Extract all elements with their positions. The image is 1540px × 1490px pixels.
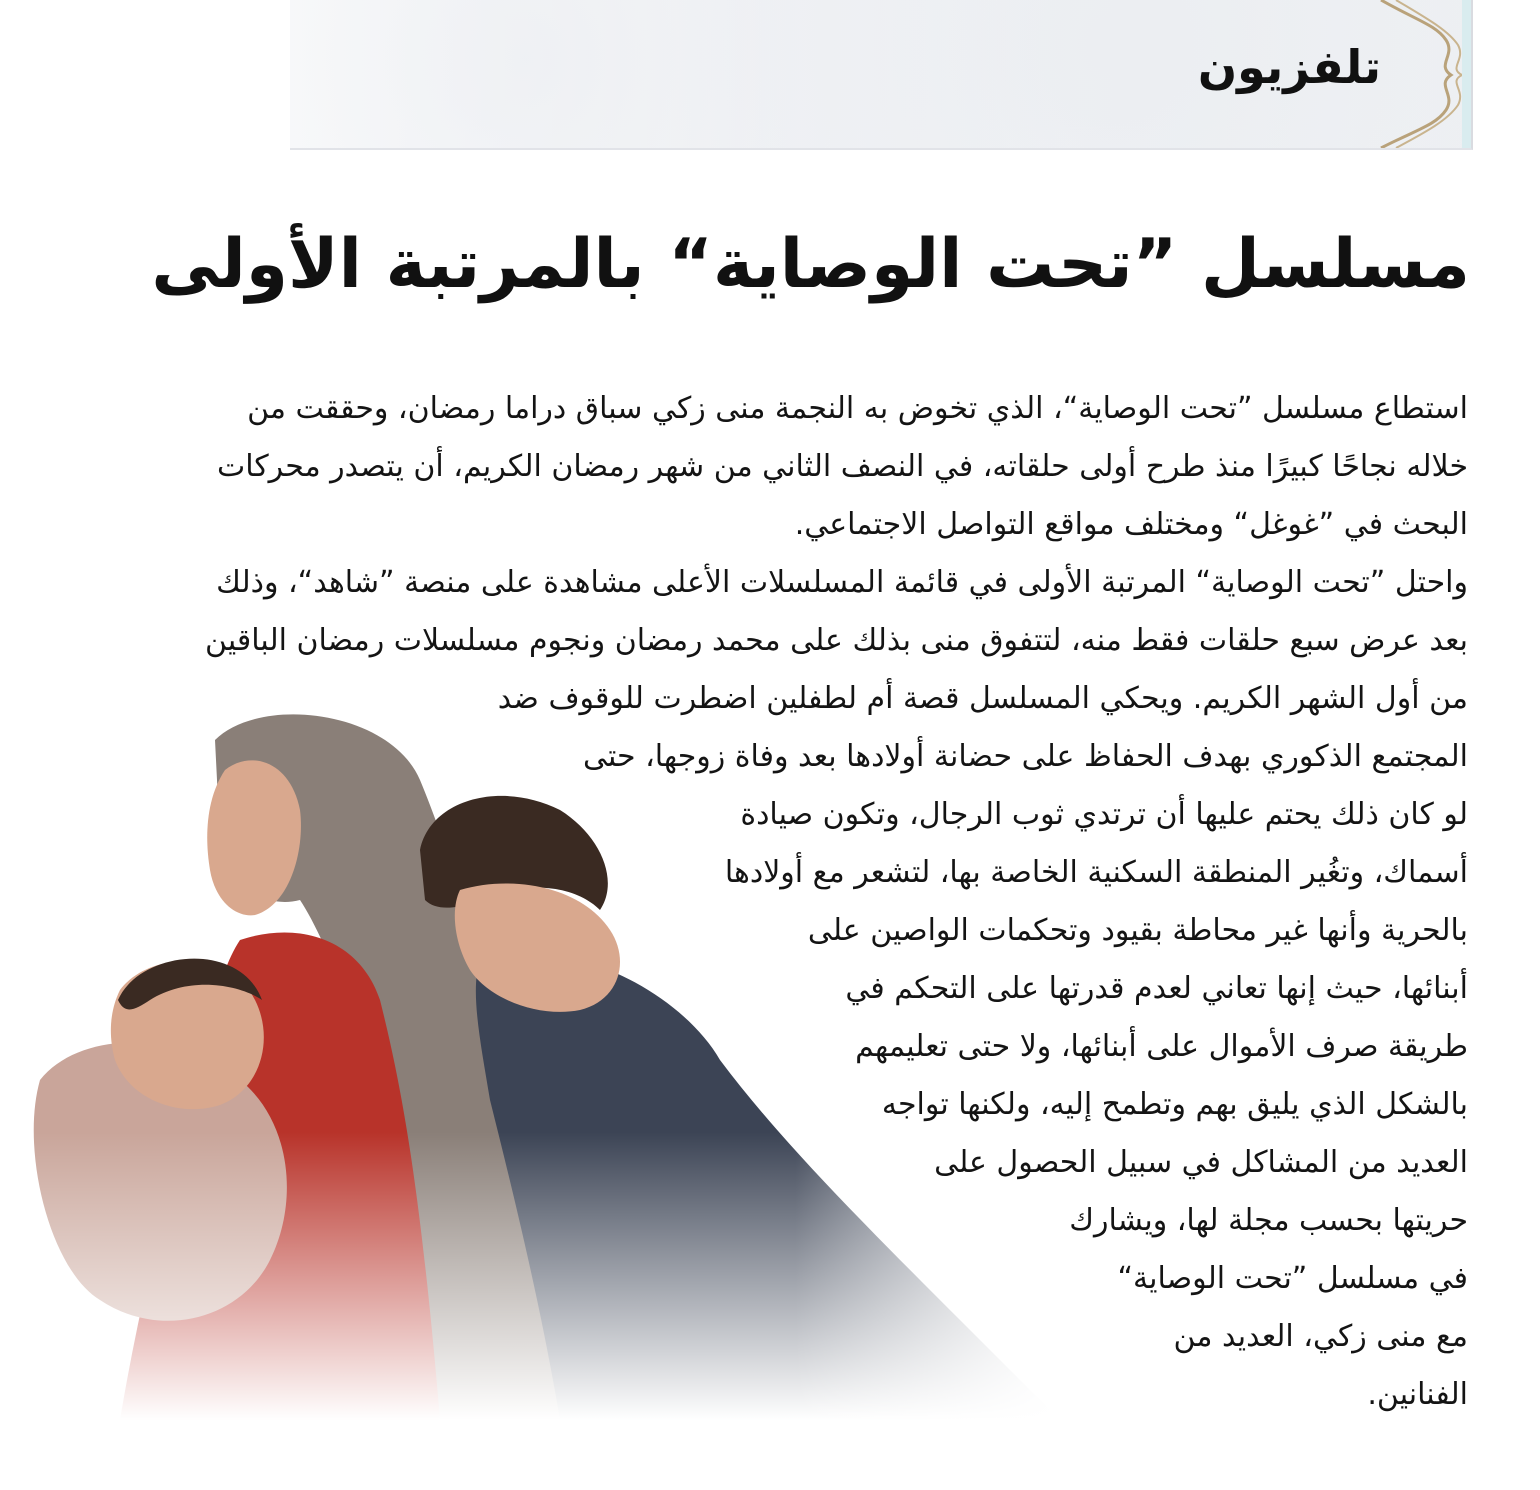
article-line: مع منى زكي، العديد من [1173,1319,1468,1354]
article-line: بعد عرض سبع حلقات فقط منه، لتتفوق منى بذلك على محمد رمضان ونجوم مسلسلات رمضان الباقين [205,623,1468,658]
article-headline: مسلسل ”تحت الوصاية“ بالمرتبة الأولى [151,225,1470,304]
article-line: البحث في ”غوغل“ ومختلف مواقع التواصل الاجتماعي. [794,507,1468,542]
article-line: الفنانين. [1367,1377,1468,1412]
article-line: من أول الشهر الكريم. ويحكي المسلسل قصة أم لطفلين اضطرت للوقوف ضد [497,681,1468,716]
section-title: تلفزيون [1197,40,1381,94]
article-line: بالشكل الذي يليق بهم وتطمح إليه، ولكنها تواجه [881,1087,1468,1122]
article-line: بالحرية وأنها غير محاطة بقيود وتحكمات الواصين على [807,913,1468,948]
article-line: خلاله نجاحًا كبيرًا منذ طرح أولى حلقاته، في النصف الثاني من شهر رمضان الكريم، أن يتصدر محركات [216,449,1468,484]
article-body [70,380,1468,1424]
section-banner [290,0,1473,150]
article-line: واحتل ”تحت الوصاية“ المرتبة الأولى في قائمة المسلسلات الأعلى مشاهدة على منصة ”شاهد“، وذلك [216,565,1468,600]
article-line: طريقة صرف الأموال على أبنائها، ولا حتى تعليمهم [855,1029,1468,1064]
article-line: أبنائها، حيث إنها تعاني لعدم قدرتها على التحكم في [845,971,1468,1006]
article-line: أسماك، وتغُير المنطقة السكنية الخاصة بها، لتشعر مع أولادها [724,855,1468,890]
article-line: في مسلسل ”تحت الوصاية“ [1117,1261,1468,1296]
article-line: لو كان ذلك يحتم عليها أن ترتدي ثوب الرجال، وتكون صيادة [740,797,1468,832]
article-line: حريتها بحسب مجلة لها، ويشارك [1069,1203,1468,1238]
arabesque-ornament-icon [1376,0,1471,148]
article-line: استطاع مسلسل ”تحت الوصاية“، الذي تخوض به النجمة منى زكي سباق دراما رمضان، وحققت من [247,391,1468,426]
article-line: العديد من المشاكل في سبيل الحصول على [934,1145,1468,1180]
article-line: المجتمع الذكوري بهدف الحفاظ على حضانة أولادها بعد وفاة زوجها، حتى [582,739,1468,774]
